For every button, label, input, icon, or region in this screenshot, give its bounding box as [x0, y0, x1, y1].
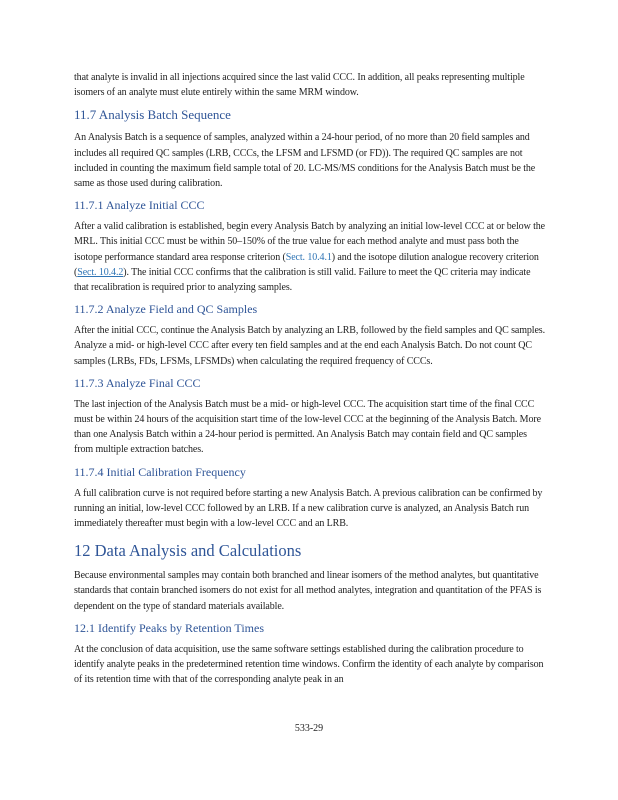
sect-10-4-2-link[interactable]: Sect. 10.4.2 [77, 266, 124, 278]
text-run: After a valid calibration is established, begin every Analysis Batch by analyzing an initial low-level CCC at or below the MRL. This initial CCC must be within 50–150% of the true value for each method analyte and must pass both the isotope performance standard area response criterion ( [74, 221, 546, 263]
section-11-7-4-heading: 11.7.4 Initial Calibration Frequency [74, 464, 246, 479]
section-11-7-3-heading: 11.7.3 Analyze Final CCC [74, 375, 201, 390]
text-run: ). The initial CCC confirms that the calibration is still valid. Failure to meet the QC criteria may indicate that recalibration is required prior to analyzing samples. [74, 266, 531, 294]
section-11-7-1-paragraph [74, 219, 545, 295]
section-11-7-3-paragraph: The last injection of the Analysis Batch must be a mid- or high-level CCC. The acquisition start time of the final CCC must be within 24 hours of the acquisition start time of the low-level CCC at the beginning of the Analysis Batch. More than one Analysis Batch within a 24-hour period is permitted. An Analysis Batch may contain field and QC samples from multiple extraction batches. [74, 398, 541, 456]
section-12-1-heading: 12.1 Identify Peaks by Retention Times [74, 620, 264, 635]
text-run: ) and the isotope dilution analogue recovery criterion ( [74, 251, 539, 278]
section-11-7-2-paragraph: After the initial CCC, continue the Analysis Batch by analyzing an LRB, followed by the field samples and QC samples. Analyze a mid- or high-level CCC after every ten field samples and at the end each Analysis Batch. Do not count QC samples (LRBs, FDs, LFSMs, LFSMDs) when calculating the required frequency of CCCs. [74, 325, 545, 367]
section-12-heading: 12 Data Analysis and Calculations [74, 541, 302, 561]
page-number: 533-29 [294, 723, 324, 734]
intro-paragraph: that analyte is invalid in all injections acquired since the last valid CCC. In addition, all peaks representing multiple isomers of an analyte must elute entirely within the same MRM window. [74, 72, 525, 99]
section-12-1-paragraph: At the conclusion of data acquisition, use the same software settings established during the calibration procedure to identify analyte peaks in the predetermined retention time windows. Confirm the identity of each analyte by comparison of its retention time with that of the corresponding analyte peak in an [74, 643, 544, 686]
sect-10-4-1-link[interactable]: Sect. 10.4.1 [285, 251, 332, 263]
document-page [74, 70, 545, 687]
section-12-paragraph: Because environmental samples may contain both branched and linear isomers of the method analytes, but quantitative standards that contain branched isomers do not exist for all method analytes, integration and quantitation of the PFAS is dependent on the type of standard materials available. [74, 570, 542, 612]
section-11-7-4-paragraph: A full calibration curve is not required before starting a new Analysis Batch. A previous calibration can be confirmed by running an initial, low-level CCC followed by an LRB. If a new calibration curve is analyzed, an Analysis Batch run immediately thereafter must begin with a low-level CCC and an LRB. [74, 487, 543, 530]
section-11-7-2-heading: 11.7.2 Analyze Field and QC Samples [74, 302, 258, 317]
section-11-7-heading: 11.7 Analysis Batch Sequence [74, 107, 231, 123]
section-11-7-paragraph: An Analysis Batch is a sequence of samples, analyzed within a 24-hour period, of no more than 20 field samples and includes all required QC samples (LRB, CCCs, the LFSM and LFSMD (or FD)). The required QC samples are not included in counting the maximum field sample total of 20. LC-MS/MS conditions for the Analysis Batch must be the same as those used during calibration. [74, 132, 536, 190]
section-11-7-1-heading: 11.7.1 Analyze Initial CCC [74, 198, 205, 213]
